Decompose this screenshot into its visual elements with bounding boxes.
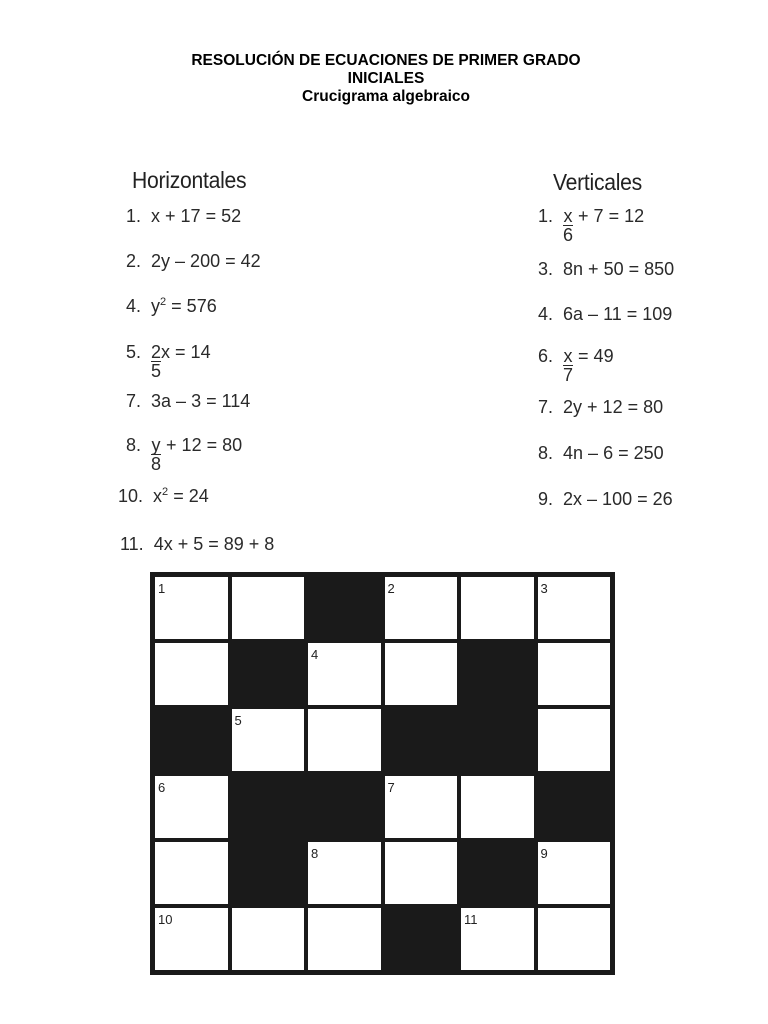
crossword-black-cell — [230, 774, 307, 840]
crossword-cell[interactable] — [536, 575, 613, 641]
clue-fraction — [151, 341, 161, 382]
crossword-cell[interactable] — [153, 840, 230, 906]
crossword-cell[interactable] — [153, 575, 230, 641]
crossword-cell[interactable] — [383, 641, 460, 707]
crossword-black-cell — [383, 707, 460, 773]
h-clue-8 — [126, 434, 242, 475]
crossword-cell[interactable] — [230, 575, 307, 641]
clue-text: = 49 — [573, 346, 614, 366]
h-clue-7 — [126, 390, 250, 412]
fraction-numerator: x — [563, 206, 573, 226]
clue-number: 2. — [126, 251, 142, 271]
cell-clue-number: 2 — [387, 581, 395, 596]
crossword-cell[interactable] — [306, 641, 383, 707]
crossword-cell[interactable] — [306, 840, 383, 906]
h-clue-2 — [126, 250, 261, 272]
crossword-cell[interactable] — [459, 906, 536, 972]
crossword-cell[interactable] — [383, 774, 460, 840]
clue-number: 4. — [126, 296, 142, 316]
clue-number: 10. — [118, 486, 144, 506]
document-header — [0, 52, 768, 106]
cell-clue-number: 8 — [311, 845, 319, 861]
clue-text: + 12 = 80 — [161, 435, 243, 455]
fraction-numerator: y — [151, 435, 161, 455]
clue-exponent: 2 — [162, 486, 169, 498]
crossword-black-cell — [306, 774, 383, 840]
clue-number: 3. — [538, 259, 554, 279]
crossword-cell[interactable] — [383, 840, 460, 906]
crossword-cell[interactable] — [153, 641, 230, 707]
crossword-black-cell — [230, 840, 307, 906]
clue-number: 6. — [538, 346, 554, 366]
v-clue-3 — [538, 258, 674, 280]
v-clue-9 — [538, 488, 673, 510]
cell-clue-number: 11 — [464, 911, 478, 927]
crossword-cell[interactable] — [536, 641, 613, 707]
document-title: RESOLUCIÓN DE ECUACIONES DE PRIMER GRADO — [191, 52, 581, 69]
v-clue-6 — [538, 345, 614, 386]
clue-text: = 576 — [171, 296, 217, 316]
crossword-black-cell — [536, 774, 613, 840]
horizontales-title: Horizontales — [132, 167, 247, 193]
crossword-cell[interactable] — [153, 906, 230, 972]
h-clue-4 — [126, 295, 217, 317]
h-clue-1 — [126, 205, 241, 227]
clue-number: 11. — [120, 534, 144, 554]
clue-text: 3a – 3 = 114 — [151, 391, 251, 411]
clue-variable: y — [151, 296, 161, 316]
clue-text: = 24 — [173, 486, 209, 506]
clue-number: 9. — [538, 489, 554, 509]
crossword-black-cell — [306, 575, 383, 641]
fraction-denominator: 5 — [151, 361, 162, 381]
clue-text: + 7 = 12 — [573, 206, 645, 226]
crossword-cell[interactable] — [459, 575, 536, 641]
fraction-numerator: x — [563, 346, 573, 366]
clue-number: 7. — [538, 397, 554, 417]
clue-number: 1. — [126, 206, 142, 226]
crossword-black-cell — [459, 840, 536, 906]
crossword-black-cell — [459, 707, 536, 773]
cell-clue-number: 6 — [158, 779, 166, 795]
crossword-black-cell — [153, 707, 230, 773]
v-clue-4 — [538, 303, 672, 325]
crossword-cell[interactable] — [536, 840, 613, 906]
clue-exponent: 2 — [160, 296, 167, 308]
h-clue-5 — [126, 341, 211, 382]
fraction-denominator: 7 — [563, 365, 574, 385]
verticales-title: Verticales — [553, 169, 642, 195]
clue-number: 4. — [538, 304, 554, 324]
v-clue-7 — [538, 396, 663, 418]
crossword-cell[interactable] — [153, 774, 230, 840]
cell-clue-number: 9 — [540, 845, 548, 861]
crossword-cell[interactable] — [230, 906, 307, 972]
crossword-cell[interactable] — [536, 707, 613, 773]
clue-fraction — [151, 434, 161, 475]
v-clue-8 — [538, 442, 664, 464]
crossword-black-cell — [383, 906, 460, 972]
fraction-numerator: 2 — [151, 342, 162, 362]
v-clue-1 — [538, 205, 644, 246]
crossword-cell[interactable] — [306, 906, 383, 972]
crossword-cell[interactable] — [459, 774, 536, 840]
clue-text: x + 17 = 52 — [151, 206, 242, 226]
cell-clue-number: 1 — [158, 581, 166, 596]
clue-text: 6a – 11 = 109 — [563, 304, 673, 324]
cell-clue-number: 10 — [158, 911, 173, 927]
h-clue-10 — [118, 485, 209, 507]
crossword-black-cell — [459, 641, 536, 707]
clue-text: x = 14 — [161, 342, 211, 362]
document-subtitle: INICIALES — [347, 70, 425, 87]
crossword-grid — [150, 572, 615, 975]
clue-fraction — [563, 345, 573, 386]
clue-text: 2y – 200 = 42 — [151, 251, 261, 271]
clue-text: 2y + 12 = 80 — [563, 397, 664, 417]
cell-clue-number: 5 — [234, 713, 242, 729]
cell-clue-number: 4 — [311, 647, 319, 663]
crossword-black-cell — [230, 641, 307, 707]
clue-text: 4n – 6 = 250 — [563, 443, 664, 463]
clue-fraction — [563, 205, 573, 246]
document-subheading: Crucigrama algebraico — [302, 88, 470, 105]
clue-number: 8. — [126, 435, 142, 455]
fraction-denominator: 6 — [563, 225, 574, 245]
crossword-cell[interactable] — [383, 575, 460, 641]
cell-clue-number: 7 — [387, 779, 395, 795]
clue-number: 8. — [538, 443, 554, 463]
clue-variable: x — [153, 486, 163, 506]
clue-number: 1. — [538, 206, 554, 226]
cell-clue-number: 3 — [540, 581, 548, 596]
clue-text: 2x – 100 = 26 — [563, 489, 673, 509]
h-clue-11 — [120, 533, 274, 555]
crossword-cell[interactable] — [306, 707, 383, 773]
fraction-denominator: 8 — [151, 454, 162, 474]
clue-text: 8n + 50 = 850 — [563, 259, 675, 279]
clue-number: 5. — [126, 342, 142, 362]
crossword-cell[interactable] — [230, 707, 307, 773]
clue-number: 7. — [126, 391, 142, 411]
crossword-cell[interactable] — [536, 906, 613, 972]
clue-text: 4x + 5 = 89 + 8 — [153, 534, 275, 554]
